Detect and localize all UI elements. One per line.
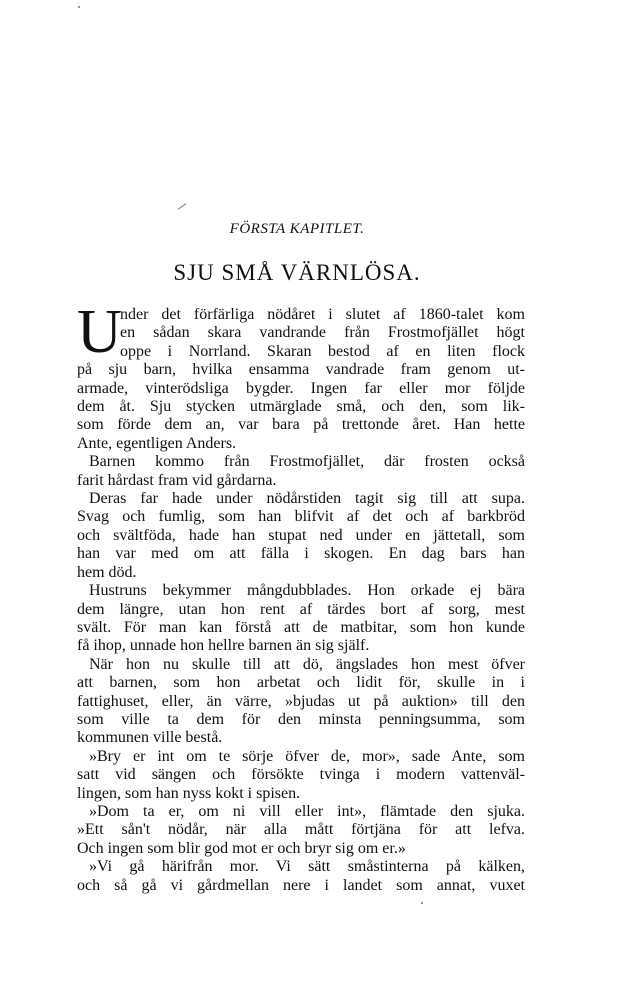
text-line: fattighuset, eller, än värre, »bjudas ut på auktion» till den (77, 692, 525, 710)
text-line: »Bry er int om te sörje öfver de, mor», sade Ante, som (89, 747, 525, 765)
text-line: »Vi gå härifrån mor. Vi sätt småstinterna på kälken, (89, 858, 525, 876)
text-line: Deras far hade under nödårstiden tagit sig till att supa. (89, 490, 525, 508)
text-line: farit hårdast fram vid gårdarna. (77, 471, 277, 489)
text-line: dem åt. Sju stycken utmärglade små, och den, som lik- (77, 398, 525, 416)
text-line: som ville ta dem för den minsta penningsumma, som (77, 710, 525, 728)
text-line: hem död. (77, 563, 137, 581)
pencil-mark (178, 203, 187, 210)
drop-cap: U (77, 298, 122, 366)
text-line: få ihop, unnade hon hellre barnen än sig själf. (77, 637, 370, 655)
text-line: Barnen kommo från Frostmofjället, där frosten också (89, 453, 525, 471)
speck (421, 902, 423, 904)
chapter-title: SJU SMÅ VÄRNLÖSA. (173, 260, 421, 285)
text-line: armade, vinterödsliga bygder. Ingen far eller mor följde (77, 379, 525, 397)
text-line: Och ingen som blir god mot er och bryr sig om er.» (77, 839, 406, 857)
text-line: en sådan skara vandrande från Frostmofjället högt (120, 324, 525, 342)
text-line: »Ett sån't nödår, när alla mått förtjäna för att lefva. (77, 821, 525, 839)
text-line: och så gå vi gårdmellan nere i landet som annat, vuxet (77, 876, 525, 894)
text-line: på sju barn, hvilka ensamma vandrade fram genom ut- (77, 361, 525, 379)
text-line: han var med om att fälla i skogen. En dag bars han (77, 545, 525, 563)
text-line: »Dom ta er, om ni vill eller int», flämtade den sjuka. (89, 802, 525, 820)
opening-paragraph (77, 298, 525, 366)
body-text (77, 298, 525, 895)
text-line: oppe i Norrland. Skaran bestod af en liten flock (120, 342, 525, 360)
text-line: lingen, som han nyss kokt i spisen. (77, 784, 301, 802)
text-lines (77, 361, 525, 895)
chapter-label: FÖRSTA KAPITLET. (229, 221, 365, 237)
text-line: Hustruns bekymmer mångdubblades. Hon orkade ej bära (89, 582, 525, 600)
text-line: svält. För man kan förstå att de matbitar, som hon kunde (77, 618, 525, 636)
text-line: kommunen ville bestå. (77, 729, 223, 747)
text-line: som förde dem an, var bara på trettonde året. Han hette (77, 416, 525, 434)
text-line: nder det förfärliga nödåret i slutet af 1860-talet kom (120, 306, 525, 323)
text-line: När hon nu skulle till att dö, ängslades hon mest öfver (89, 655, 525, 673)
text-line: och svältföda, hade han stupat ned under en jättetall, som (77, 526, 525, 544)
text-line: dem längre, utan hon rent af tärdes bort af sorg, mest (77, 600, 525, 618)
text-line: Svag och fumlig, som han blifvit af det och af barkbröd (77, 508, 525, 526)
text-line: satt vid sängen och försökte tvinga i modern vattenväl- (77, 766, 525, 784)
text-line: Ante, egentligen Anders. (77, 434, 237, 452)
text-line: att barnen, som hon arbetat och lidit för, skulle in i (77, 674, 525, 692)
speck (78, 6, 80, 8)
